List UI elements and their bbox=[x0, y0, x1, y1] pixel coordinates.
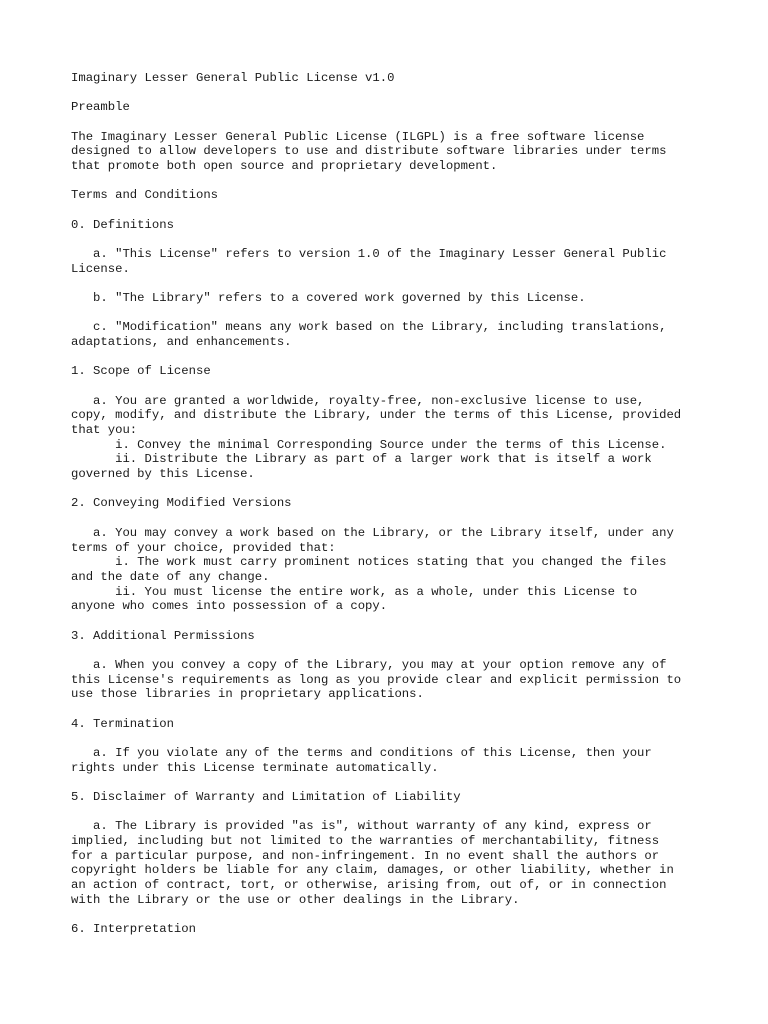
paragraph-line: ii. Distribute the Library as part of a larger work that is itself a work bbox=[71, 452, 652, 467]
blank-line bbox=[71, 702, 711, 717]
paragraph-line: copyright holders be liable for any claim, damages, or other liability, whether in bbox=[71, 863, 674, 878]
blank-line bbox=[71, 482, 711, 497]
section-heading: 1. Scope of License bbox=[71, 364, 211, 379]
paragraph-line: a. If you violate any of the terms and conditions of this License, then your bbox=[71, 745, 652, 760]
paragraph-line: i. The work must carry prominent notices stating that you changed the files bbox=[71, 555, 667, 570]
section-heading: 5. Disclaimer of Warranty and Limitation of Liability bbox=[71, 789, 461, 804]
paragraph-line: governed by this License. bbox=[71, 467, 255, 482]
paragraph-line: a. The Library is provided "as is", without warranty of any kind, express or bbox=[71, 819, 652, 834]
section-heading: 0. Definitions bbox=[71, 217, 174, 232]
paragraph-line: implied, including but not limited to the warranties of merchantability, fitness bbox=[71, 833, 660, 848]
paragraph-line: for a particular purpose, and non-infringement. In no event shall the authors or bbox=[71, 848, 660, 863]
blank-line bbox=[71, 775, 711, 790]
paragraph-line: c. "Modification" means any work based on the Library, including translations, bbox=[71, 320, 667, 335]
paragraph-line: copy, modify, and distribute the Library, under the terms of this License, provided bbox=[71, 408, 682, 423]
blank-line bbox=[71, 276, 711, 291]
paragraph-line: ii. You must license the entire work, as a whole, under this License to bbox=[71, 584, 638, 599]
paragraph-line: a. "This License" refers to version 1.0 of the Imaginary Lesser General Public bbox=[71, 247, 667, 262]
paragraph-line: terms of your choice, provided that: bbox=[71, 540, 336, 555]
blank-line bbox=[71, 115, 711, 130]
blank-line bbox=[71, 805, 711, 820]
blank-line bbox=[71, 232, 711, 247]
paragraph-line: License. bbox=[71, 261, 130, 276]
blank-line bbox=[71, 350, 711, 365]
paragraph-line: with the Library or the use or other dealings in the Library. bbox=[71, 892, 520, 907]
paragraph-line: a. When you convey a copy of the Library, you may at your option remove any of bbox=[71, 657, 667, 672]
blank-line bbox=[71, 306, 711, 321]
section-heading: 4. Termination bbox=[71, 716, 174, 731]
document-title: Imaginary Lesser General Public License v1.0 bbox=[71, 71, 395, 85]
section-heading: 6. Interpretation bbox=[71, 921, 196, 936]
paragraph-line: b. "The Library" refers to a covered work governed by this License. bbox=[71, 291, 586, 306]
paragraph-line: a. You may convey a work based on the Library, or the Library itself, under any bbox=[71, 525, 674, 540]
section-heading: Terms and Conditions bbox=[71, 188, 219, 203]
paragraph-line: this License's requirements as long as you provide clear and explicit permission to bbox=[71, 672, 682, 687]
paragraph-line: designed to allow developers to use and distribute software libraries under terms bbox=[71, 144, 667, 159]
paragraph-line: that you: bbox=[71, 423, 138, 438]
blank-line bbox=[71, 643, 711, 658]
paragraph-line: use those libraries in proprietary applications. bbox=[71, 687, 424, 702]
paragraph-line: an action of contract, tort, or otherwise, arising from, out of, or in connection bbox=[71, 877, 667, 892]
license-document bbox=[71, 71, 711, 937]
paragraph-line: a. You are granted a worldwide, royalty-free, non-exclusive license to use, bbox=[71, 393, 645, 408]
blank-line bbox=[71, 379, 711, 394]
paragraph-line: rights under this License terminate automatically. bbox=[71, 760, 439, 775]
section-heading: Preamble bbox=[71, 100, 130, 115]
blank-line bbox=[71, 174, 711, 189]
blank-line bbox=[71, 731, 711, 746]
paragraph-line: The Imaginary Lesser General Public License (ILGPL) is a free software license bbox=[71, 129, 645, 144]
paragraph-line: i. Convey the minimal Corresponding Source under the terms of this License. bbox=[71, 437, 667, 452]
blank-line bbox=[71, 907, 711, 922]
paragraph-line: and the date of any change. bbox=[71, 569, 270, 584]
paragraph-line: adaptations, and enhancements. bbox=[71, 335, 292, 350]
paragraph-line: anyone who comes into possession of a copy. bbox=[71, 599, 388, 614]
blank-line bbox=[71, 203, 711, 218]
paragraph-line: that promote both open source and proprietary development. bbox=[71, 159, 498, 174]
section-heading: 2. Conveying Modified Versions bbox=[71, 496, 292, 511]
blank-line bbox=[71, 511, 711, 526]
section-heading: 3. Additional Permissions bbox=[71, 628, 255, 643]
blank-line bbox=[71, 614, 711, 629]
blank-line bbox=[71, 86, 711, 101]
